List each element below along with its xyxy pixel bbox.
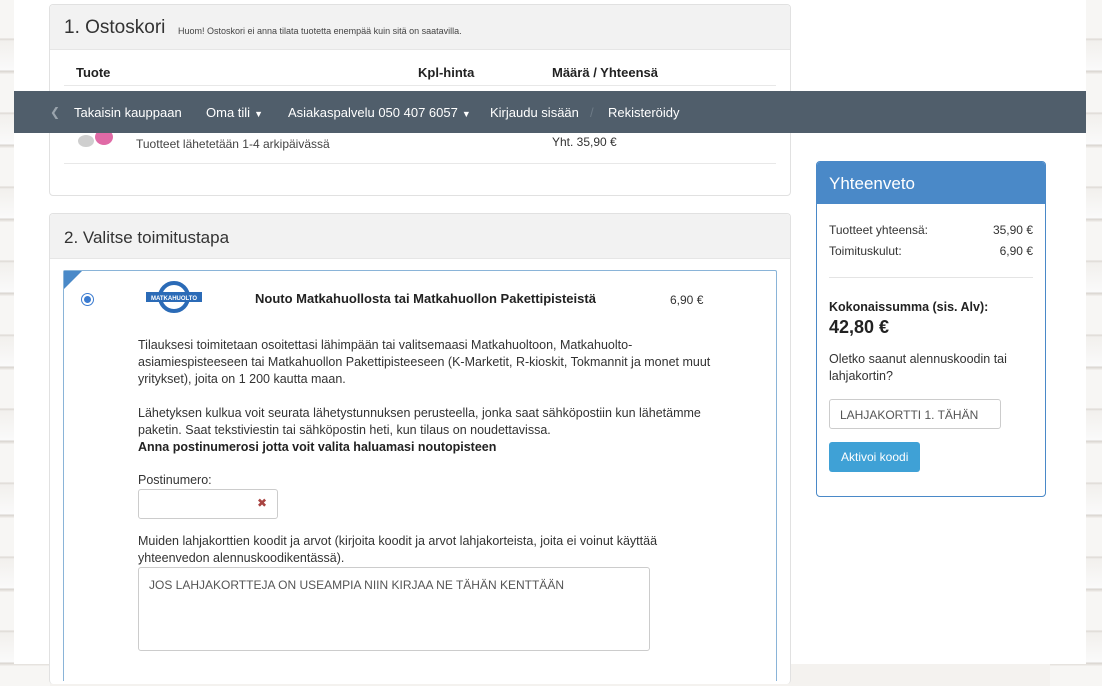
nav-support-label: Asiakaspalvelu 050 407 6057 bbox=[288, 105, 458, 120]
cart-notice: Huom! Ostoskori ei anna tilata tuotetta enempää kuin sitä on saatavilla. bbox=[178, 26, 462, 36]
giftcards-textarea[interactable]: JOS LAHJAKORTTEJA ON USEAMPIA NIIN KIRJAA NE TÄHÄN KENTTÄÄN bbox=[138, 567, 650, 651]
summary-shipping-row bbox=[829, 244, 1033, 258]
delivery-panel bbox=[49, 213, 791, 684]
delivery-option-title: Nouto Matkahuollosta tai Matkahuollon Pakettipisteistä bbox=[255, 291, 596, 306]
row-divider bbox=[64, 163, 776, 164]
summary-products-row bbox=[829, 223, 1033, 237]
delivery-option-radio[interactable] bbox=[81, 293, 94, 306]
tracking-text: Lähetyksen kulkua voit seurata lähetystunnuksen perusteella, jonka saat sähköpostiin kun lähetämme paketin. Saat tekstiviestin tai sähköpostin heti, kun tilaus on noudettavissa. bbox=[138, 406, 701, 437]
activate-code-button[interactable]: Aktivoi koodi bbox=[829, 442, 920, 472]
delivery-panel-header bbox=[50, 214, 790, 259]
summary-shipping-label: Toimituskulut: bbox=[829, 244, 902, 258]
column-qty-total: Määrä / Yhteensä bbox=[552, 65, 658, 80]
giftcards-label: Muiden lahjakorttien koodit ja arvot (kirjoita koodit ja arvot lahjakorteista, joita ei voinut käyttää yhteenvedon alennuskoodikentässä). bbox=[138, 534, 658, 565]
postcode-input[interactable] bbox=[138, 489, 278, 519]
column-unit-price: Kpl-hinta bbox=[418, 65, 475, 80]
summary-total-value: 42,80 € bbox=[829, 317, 890, 337]
cart-title: 1. Ostoskori bbox=[64, 17, 166, 38]
delivery-option-price: 6,90 € bbox=[670, 293, 704, 307]
summary-divider bbox=[829, 277, 1033, 278]
clear-icon[interactable]: ✖ bbox=[256, 496, 267, 510]
tracking-description bbox=[138, 405, 738, 456]
discount-code-question: Oletko saanut alennuskoodin tai lahjakortin? bbox=[829, 352, 1007, 383]
summary-products-label: Tuotteet yhteensä: bbox=[829, 223, 928, 237]
matkahuolto-logo bbox=[144, 281, 204, 313]
postcode-label: Postinumero: bbox=[138, 473, 212, 487]
nav-account-dropdown[interactable] bbox=[206, 105, 263, 120]
svg-text:MATKAHUOLTO: MATKAHUOLTO bbox=[151, 296, 197, 302]
shipping-time-note: Tuotteet lähetetään 1-4 arkipäivässä bbox=[136, 137, 330, 151]
summary-total-label: Kokonaissumma (sis. Alv): bbox=[829, 300, 989, 314]
nav-back-to-shop[interactable]: Takaisin kauppaan bbox=[74, 105, 182, 120]
nav-separator: / bbox=[590, 105, 594, 120]
nav-account-label: Oma tili bbox=[206, 105, 251, 120]
caret-down-icon: ▼ bbox=[254, 109, 263, 119]
selected-corner-marker bbox=[64, 271, 82, 289]
delivery-description: Tilauksesi toimitetaan osoitettasi lähimpään tai valitsemaasi Matkahuoltoon, Matkahuolto-asiamiespisteeseen tai Matkahuollon Pakettipisteeseen (K-Marketit, R-kioskit, Tokmannit ja monet muut yritykset), joita on 1 200 kautta maan. bbox=[138, 338, 711, 386]
caret-down-icon: ▼ bbox=[461, 109, 471, 119]
column-product: Tuote bbox=[76, 65, 111, 80]
nav-support-dropdown[interactable] bbox=[288, 105, 471, 120]
nav-register-link[interactable]: Rekisteröidy bbox=[608, 105, 680, 120]
delivery-title: 2. Valitse toimitustapa bbox=[64, 228, 230, 247]
summary-products-value: 35,90 € bbox=[992, 223, 1033, 237]
delivery-option-matkahuolto[interactable] bbox=[63, 270, 777, 681]
cart-panel-header bbox=[50, 5, 790, 50]
summary-title: Yhteenveto bbox=[817, 162, 1045, 204]
discount-code-input[interactable]: LAHJAKORTTI 1. TÄHÄN bbox=[829, 399, 1001, 429]
top-navigation-bar bbox=[14, 91, 1086, 133]
postcode-instruction: Anna postinumerosi jotta voit valita haluamasi noutopisteen bbox=[138, 440, 497, 454]
summary-shipping-value: 6,90 € bbox=[999, 244, 1033, 258]
header-divider bbox=[64, 85, 776, 86]
summary-panel bbox=[816, 161, 1046, 497]
chevron-left-icon: ❮ bbox=[50, 105, 61, 119]
nav-login-link[interactable]: Kirjaudu sisään bbox=[490, 105, 579, 120]
cart-item-total: Yht. 35,90 € bbox=[552, 135, 617, 149]
